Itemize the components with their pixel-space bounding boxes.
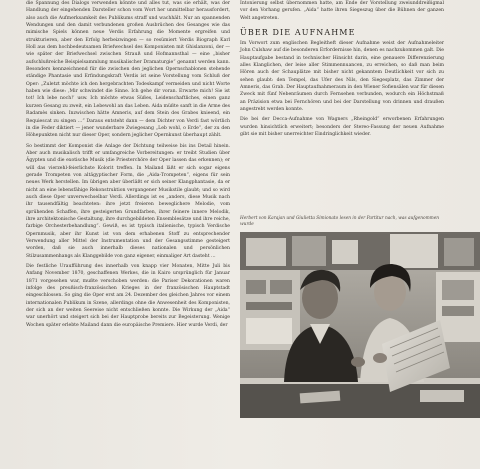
photo-illustration [240,232,480,418]
left-paragraph-2: So bestimmt der Komponist die Anlage der Dichtung teilweise bis ins Detail hinein. Aber auch musikalisch trifft er umfangreiche Vorbereitungen: er treibt Studien über Ägypten und die exotische Musik (die Priesterchöre der Oper lassen das erkennen); er will das vierzehl-feierlichste Kolorit treffen. In Mailand läßt er sich sogar eigens gerade Trompeten von altägyptischer Form, die „Aida-Trompeten“, eigens für sein neues Werk herstellen. Im übrigen aber überläßt er sich seiner Klangphantasie, da er nicht an eine lebensfähige Rekonstruktion vergangener Musikstile glaubt; und so wird auch diese Oper unverwechselbar Verdi. Allerdings ist es „anders, diese Musik nach ihr tausendfältig beachteten: ihre jetzt freieren beweglichere Melodie, vom sprühenden Schaffen, ihre gesteigerten Grundfarben, ihrer feinere innere Melodik, ihre architektonische Gestaltung, ihre durchgebildeten Ensemblesätze und ihre reiche, farbige Orchesterbehandlung“. Gewiß, es ist typisch italienische, typisch Verdische Opernmusik, aber ihr Kunst ist von dem erhabenen Stoff zu entsprechender Verwendung aller Mittel der Instrumentation und der Gesangsstimme gesteigert worden, daß sie auch innerhalb dieses nationalen und persönlichen Stilzusammenhangs als Klanggebilde von ganz eigener, einmaliger Art dasteht … [26,143,230,259]
left-paragraph-3: Die festliche Uraufführung des innerhalb von knapp vier Monaten, Mitte Juli bis Anfang November 1870, geschaffenen Werkes, die in Kairo ursprünglich für Januar 1871 vorgesehen war, mußte verschoben werden: die Pariser Dekorationen waren infolge des preußisch-französischen Krieges in der französischen Hauptstadt eingeschlossen. So ging die Oper erst am 24. Dezember des gleichen Jahres vor einem internationalen Publikum in Szene, allerdings ohne die Anwesenheit des Komponisten, der sich an der weiten Seereise nicht entschließen konnte. Die Wirkung der „Aida“ war unerhört und steigert sich bei der Hauptprobe bereits zur Begeisterung. Wenige Wochen später erlebte Mailand dann die europäische Premiere. Hier wurde Verdi, der [26,264,230,328]
right-paragraph-2: Die bei der Decca-Aufnahme von Wagners „Rheingold“ erworbenen Erfahrungen wurden hinsichtlich erweitert; besonders der Stereo-Fassung der neuen Aufnahme gibt sie mit bisher unerreichter Eindringlichkeit wieder. [240,117,444,138]
photo-caption: Herbert von Karajan und Giulietta Simionato lesen in der Partitur nach, was aufgenommen wurde [240,216,440,228]
right-paragraph-1: Im Vorwort zum englischen Begleitheft dieser Aufnahme weist der Aufnahmeleiter John Culshaw auf die besonderen Erfordernisse hin, denen es nachzukommen galt. Die Hauptaufgabe bestand in technischer Hinsicht darin, eine genauere Differenzierung alles Klanglichen, der leise aller Stimmennuancen, zu erreichen, so daß man beim Hören auch der Schauplätze mit bisher nicht gekanntem Deutlichkeit vor sich zu sehen glaubt: den Tempel, das Ufer des Nils, den Siegesplatz, das Zimmer der Amneris, das Grab. Der Hauptaufnahmeraum in den Wiener Sofiensälen war für diesen Zweck mit fünf Nebenräumen durch Fernsehen verbunden, wodurch ein Höchstmaß an Präzision etwa bei Fernchören und bei der Darstellung von drinnen und draußen angestrebt werden konnte. [240,41,444,113]
section-heading: ÜBER DIE AUFNAHME [240,28,356,38]
right-text-column [240,0,444,142]
recording-session-photo [240,232,480,418]
left-text-column [26,0,230,332]
left-paragraph-1: die Spannung des Dialogs verwenden könnte und alles tut, was sie erhält, was der Handlung der eingehenden Darsteller schon vom Wort her unmittelbar herausfordert, also auch die Aufmerksamkeit des Publikums straff und wachhält. Nur an spannenden Wendungen und den damit verbundenen großen Ausbrüchen des Gesanges wie das mimische Spiels können neue Verdis Erfahrung die Momente ergreifen und strukturieren, aber den Erfolg herbeizwingen — so resümiert Verdis Biograph Karl Holl aus dem hochbedeutsamen Briefwechsel des Komponisten mit Ghislanzoni, der — wie später der Briefwechsel zwischen Strauß und Hofmannsthal — eine „bisher aufschlußreiche Beispielsammlung musikalischer Dramaturgie“ genannt werden kann. Besonders kennzeichnend für die zwischen den jeglichen Opernschablonen stehende ständige Phantasie und Erfindungskraft Verdis ist seine Vorstellung vom Schluß der Oper: „Zuletzt möchte ich den hergebrachten Todeskampf vermeiden und nicht Worte haben wie diese: ‚Mir schwindet die Sinne. Ich gehe dir voran. Erwarte mich! Sie ist tot! Ich lebe noch!‘ usw. Ich möchte etwas Süßes, Leidenschaftliches, einen ganz kurzen Gesang zu zweit, ein Lebewohl an das Leben. Aida müßte sanft in die Arme des Radamès sinken. Inzwischen hätte Amneris, auf dem Stein des Grabes knieend, ein Requiescat zu singen …“ Daraus entsteht dann — dem Dichter von Verdi fast wörtlich in die Feder diktiert — jener wunderbare Zwiegesang „Leb wohl, o Erde“, der zu den Höhepunkten nicht nur dieser Oper, sondern jeglicher Opernkunst überhaupt zählt. [26,1,230,139]
right-intro-paragraph: Intonierung selbst übernommen hatte, am Ende der Vorstellung zweiunddreißigmal vor den Vorhang gerufen. „Aida“ hatte ihren Siegeszug über die Bühnen der ganzen Welt angetreten. [240,1,444,21]
